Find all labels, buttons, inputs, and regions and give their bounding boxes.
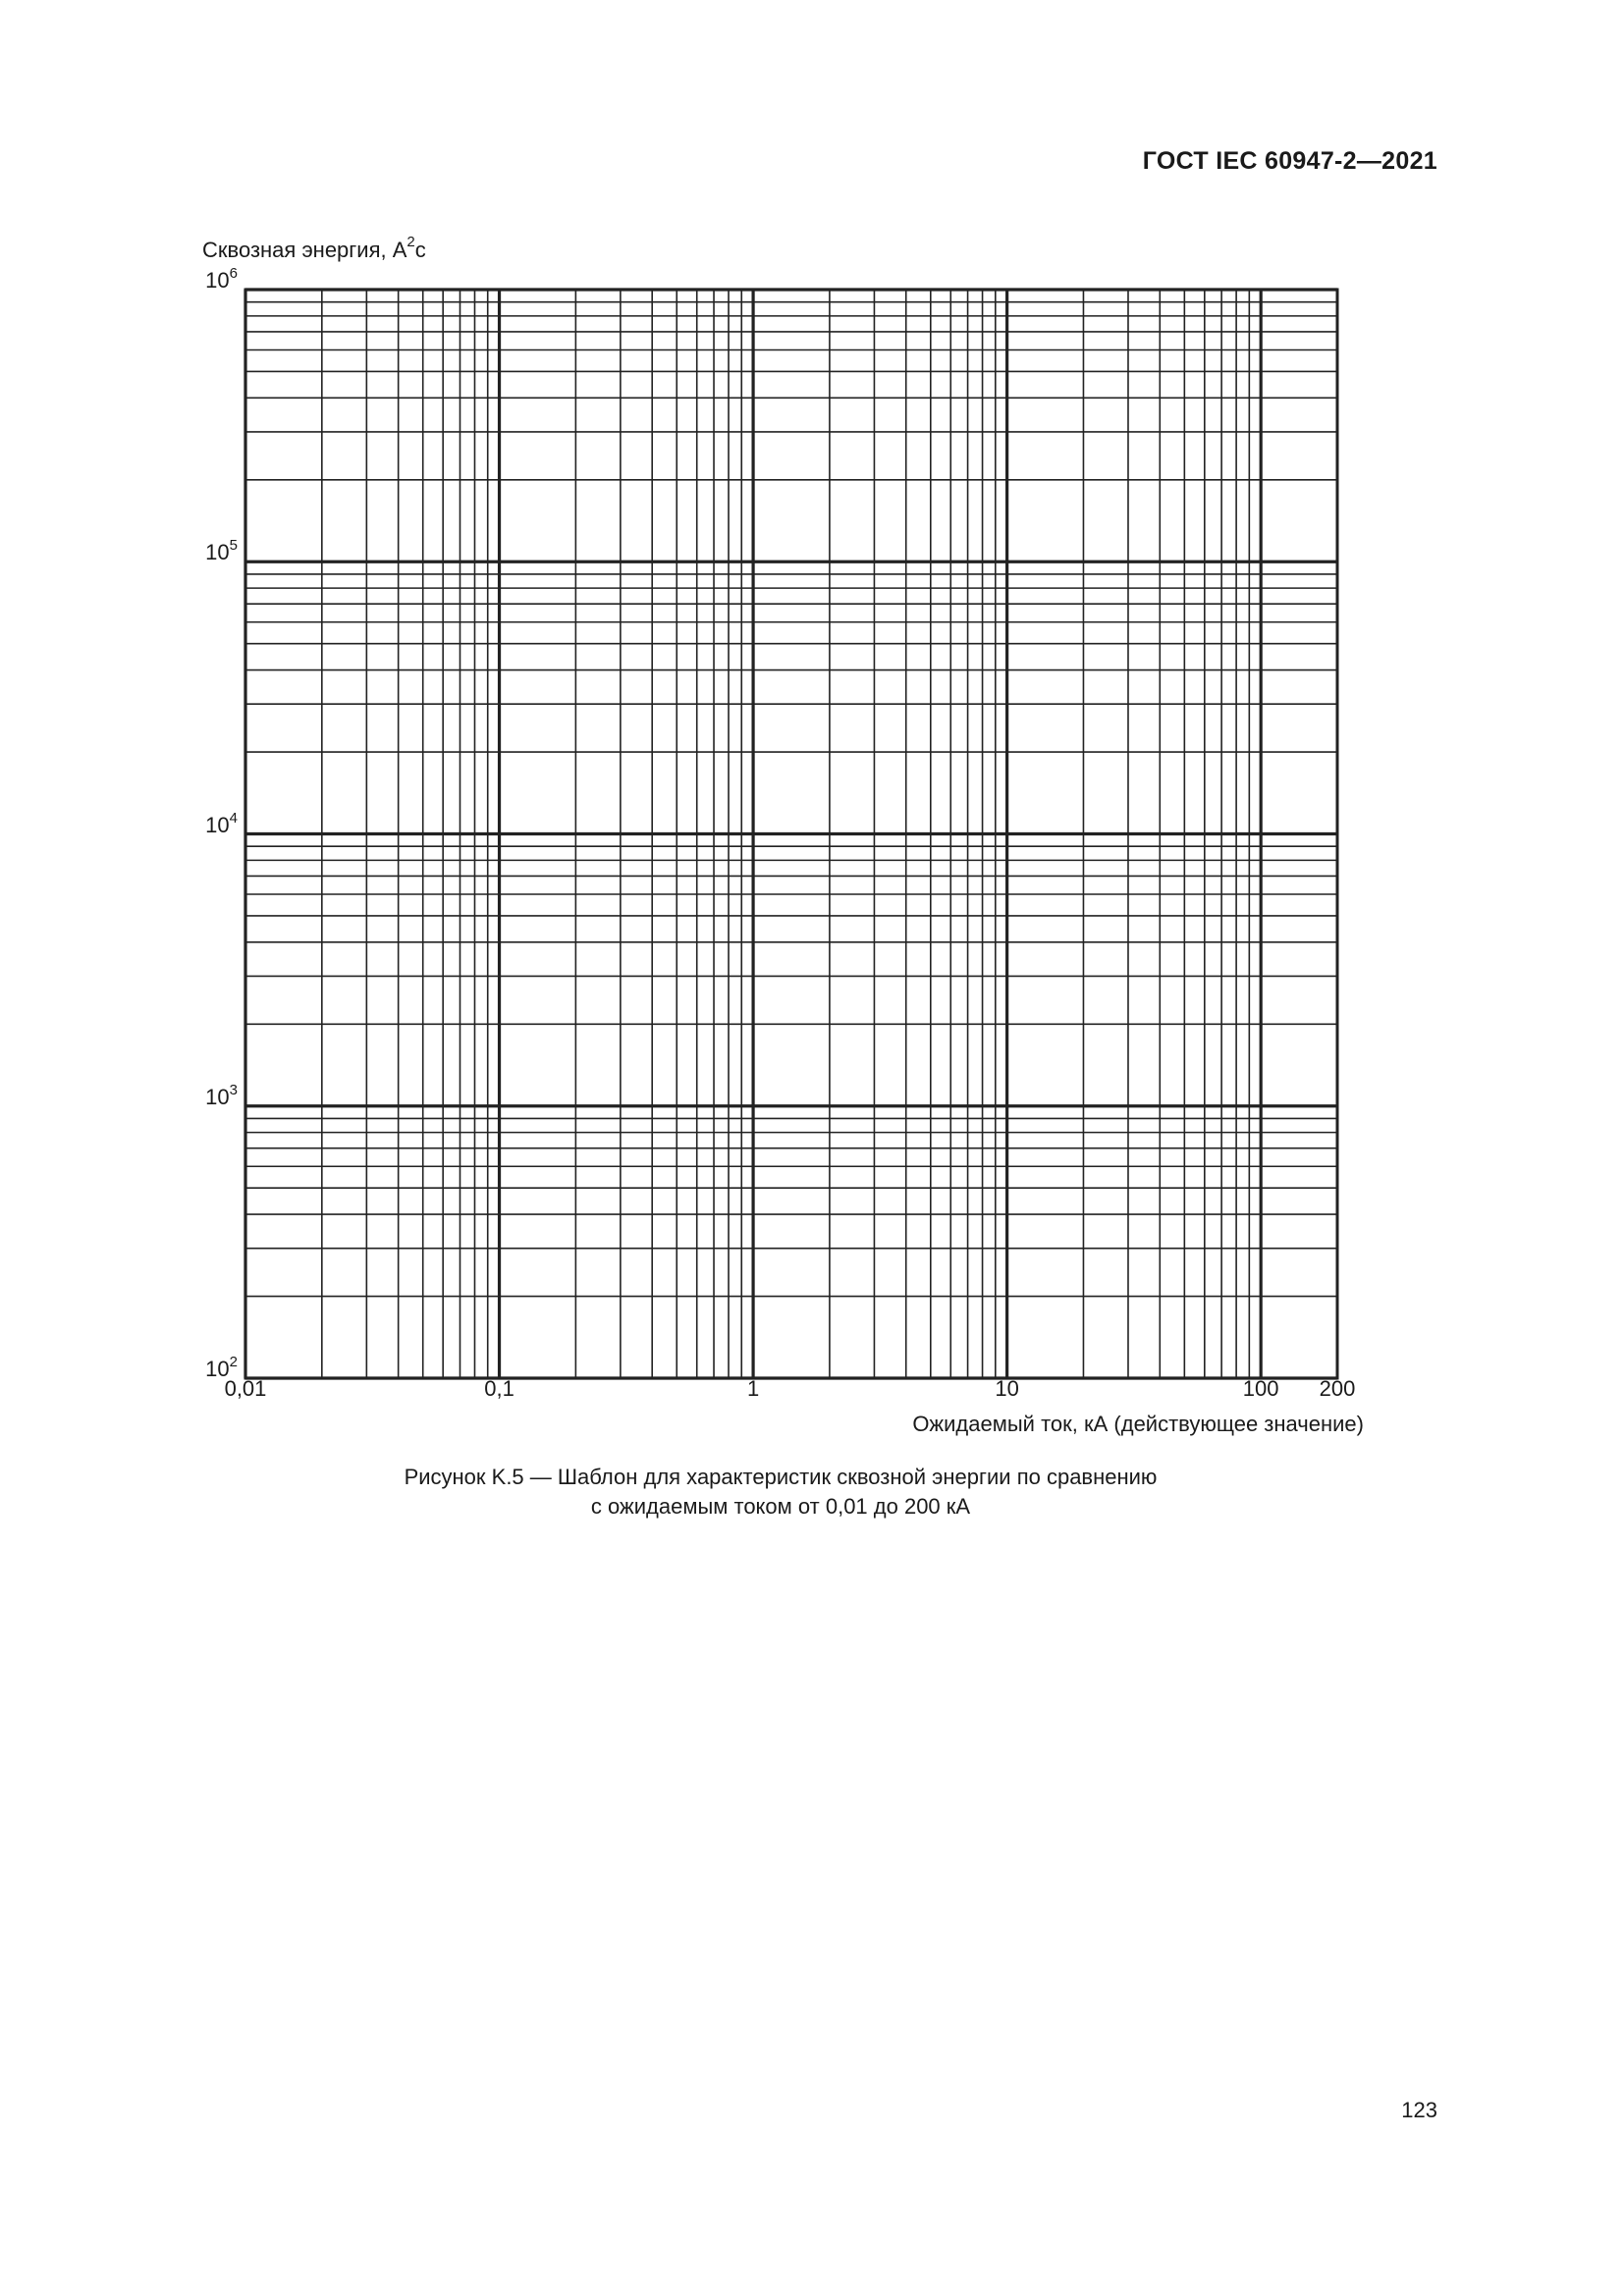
page-number: 123: [1401, 2098, 1437, 2122]
caption-line-2: с ожидаемым током от 0,01 до 200 кА: [590, 1494, 971, 1519]
y-tick-label: $10^5$: [205, 537, 238, 565]
caption-line-1: Рисунок K.5 — Шаблон для характеристик сквозной энергии по сравнению: [404, 1465, 1158, 1489]
y-tick-label: $10^3$: [205, 1081, 238, 1109]
y-tick-label: $10^6$: [205, 265, 238, 293]
figure-caption: [0, 1463, 1561, 1522]
x-tick-label: 200: [1319, 1376, 1356, 1401]
x-tick-label: 1: [746, 1376, 760, 1401]
document-header: ГОСТ IEC 60947-2—2021: [1142, 147, 1437, 175]
x-tick-label: 10: [995, 1376, 1019, 1401]
x-tick-label: 0,01: [224, 1376, 267, 1401]
y-axis-label: Сквозная энергия, $A^2с$: [202, 234, 426, 262]
y-tick-label: $10^2$: [205, 1354, 238, 1381]
x-tick-label: 0,1: [484, 1376, 514, 1401]
x-axis-label: Ожидаемый ток, кА (действующее значение): [912, 1412, 1364, 1436]
y-tick-label: $10^4$: [205, 809, 238, 837]
x-tick-label: 100: [1242, 1376, 1279, 1401]
